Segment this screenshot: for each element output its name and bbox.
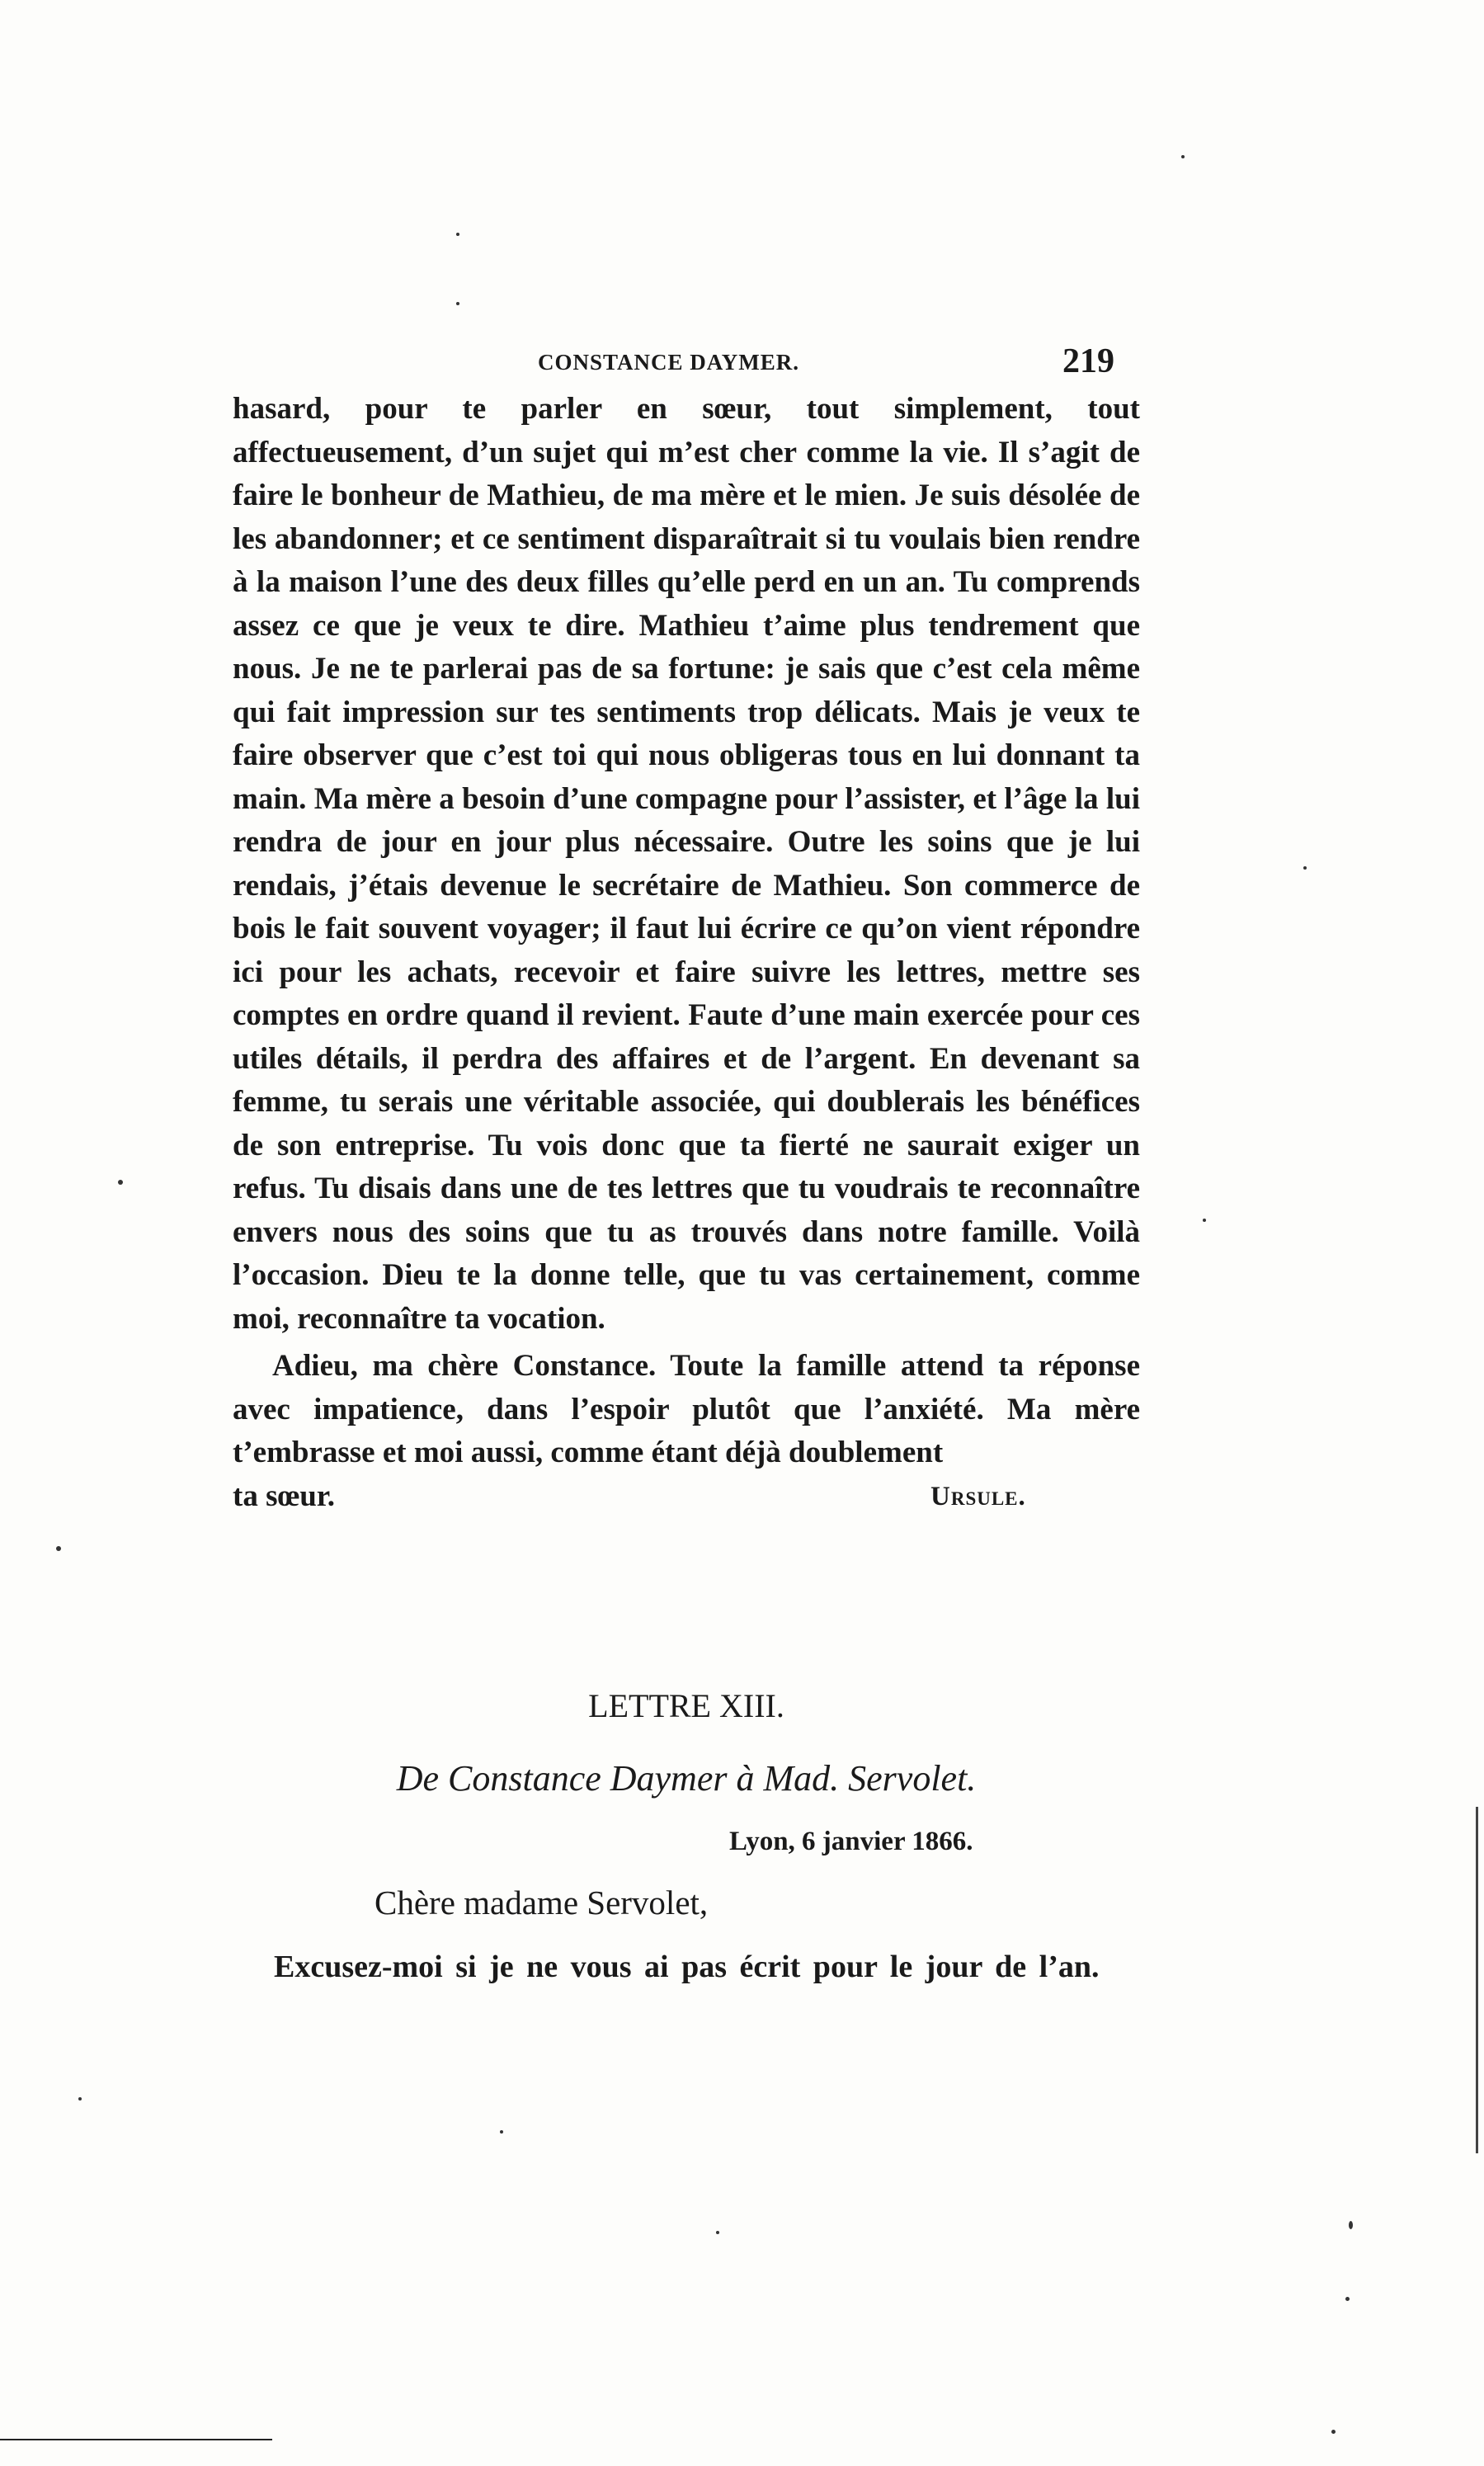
dateline: Lyon, 6 janvier 1866. <box>729 1827 973 1856</box>
scan-speck <box>78 2097 82 2101</box>
opening-line: Excusez-moi si je ne vous ai pas écrit pour le jour de l’an. <box>274 1950 1100 1984</box>
scan-speck <box>56 1546 61 1551</box>
scan-speck <box>1476 1807 1478 2153</box>
scan-speck <box>456 302 459 305</box>
page-number: 219 <box>1062 342 1114 380</box>
scan-speck <box>1349 2221 1353 2229</box>
letter-subheading: De Constance Daymer à Mad. Servolet. <box>396 1758 977 1799</box>
page-header <box>233 342 1140 386</box>
closing-text: ta sœur. <box>233 1478 336 1513</box>
signature: Ursule. <box>930 1481 1026 1511</box>
body-paragraph: hasard, pour te parler en sœur, tout simplement, tout affectueusement, d’un sujet qui m’est cher comme la vie. Il s’agit de faire le bonheur de Mathieu, de ma mère et le mien. Je suis désolée de les abandonner; et ce sentiment disparaîtrait si tu voulais bien rendre à la maison l’une des deux filles qu’elle perd en un an. Tu comprends assez ce que je veux te dire. Mathieu t’aime plus tendrement que nous. Je ne te parlerai pas de sa fortune: je sais que c’est cela même qui fait impression sur tes sentiments trop délicats. Mais je veux te faire observer que c’est toi qui nous obligeras tous en lui donnant ta main. Ma mère a besoin d’une compagne pour l’assister, et l’âge la lui rendra de jour en jour plus nécessaire. Outre les soins que je lui rendais, j’étais devenue le secrétaire de Mathieu. Son commerce de bois le fait souvent voyager; il faut lui écrire ce qu’on vient répondre ici pour les achats, recevoir et faire suivre les lettres, mettre ses comptes en ordre quand il revient. Faute d’une main exercée pour ces utiles détails, il perdra des affaires et de l’argent. En devenant sa femme, tu serais une véritable associée, qui doublerais les bénéfices de son entreprise. Tu vois donc que ta fierté ne saurait exiger un refus. Tu disais dans une de tes lettres que tu voudrais te reconnaître envers nous des soins que tu as trouvés dans notre famille. Voilà l’occasion. Dieu te la donne telle, que tu vas certainement, comme moi, reconnaître ta vocation. <box>233 392 1140 1336</box>
scan-edge-rule <box>0 2439 272 2440</box>
running-head: CONSTANCE DAYMER. <box>538 350 800 375</box>
scan-speck <box>716 2231 719 2234</box>
salutation: Chère madame Servolet, <box>375 1884 709 1921</box>
scan-speck <box>1181 155 1185 158</box>
scan-speck <box>1303 866 1307 870</box>
scan-speck <box>456 233 459 236</box>
letter-heading: LETTRE XIII. <box>588 1687 784 1724</box>
scan-speck <box>1345 2297 1350 2301</box>
signature-line <box>233 1475 1140 1518</box>
scan-speck <box>1331 2430 1336 2434</box>
farewell-paragraph: Adieu, ma chère Constance. Toute la famille attend ta réponse avec impatience, dans l’espoir plutôt que l’anxiété. Ma mère t’embrasse et moi aussi, comme étant déjà doublement <box>233 1349 1140 1469</box>
scan-speck <box>500 2130 503 2134</box>
scan-speck <box>1203 1219 1206 1222</box>
letter-body <box>233 388 1140 1518</box>
scan-speck <box>118 1180 123 1185</box>
